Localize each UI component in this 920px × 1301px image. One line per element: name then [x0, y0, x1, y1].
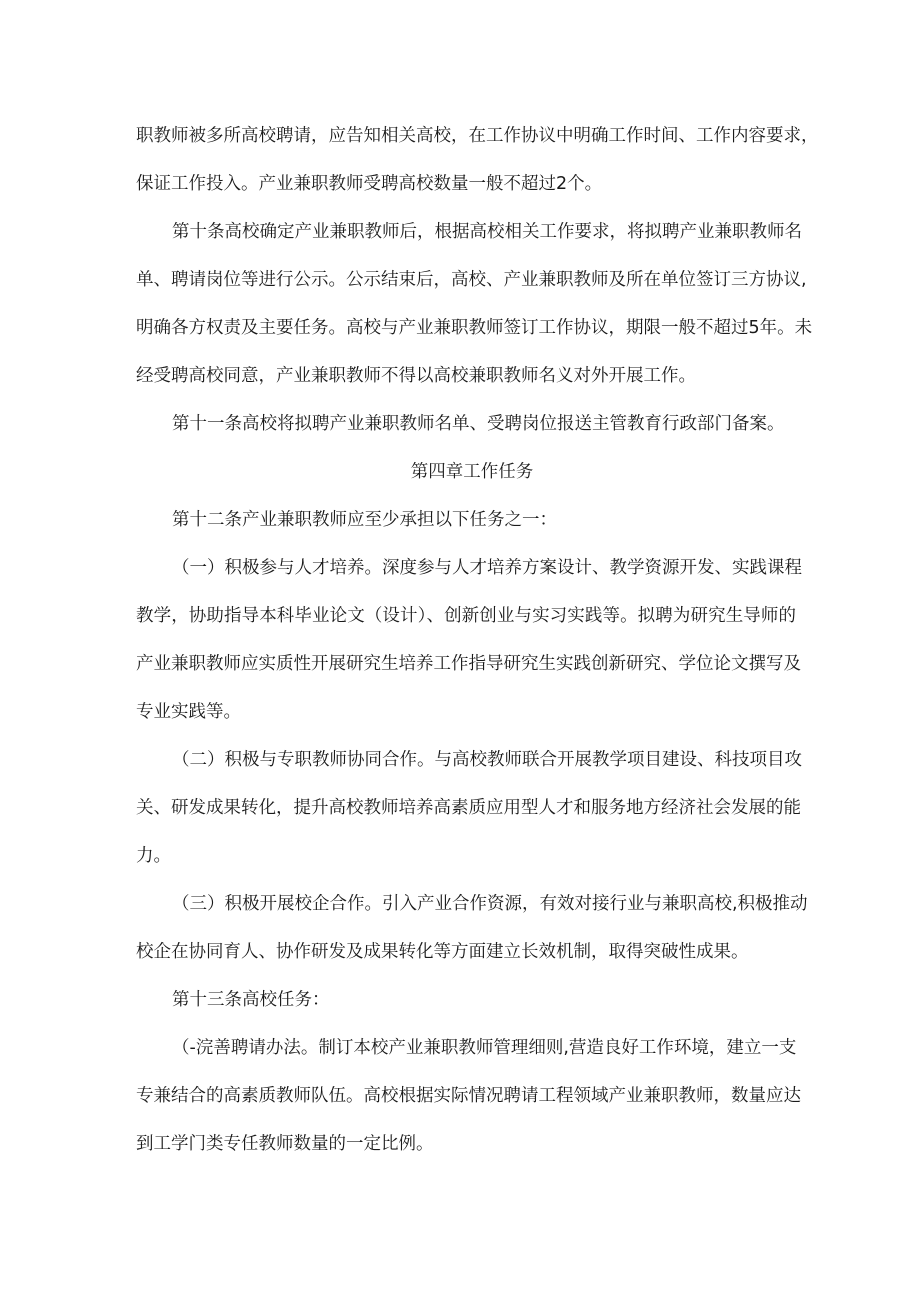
- chapter-heading: 第四章工作任务: [410, 462, 534, 482]
- paragraph-line: （二）积极与专职教师协同合作。与高校教师联合开展教学项目建设、科技项目攻: [172, 750, 802, 770]
- paragraph-line: 教学，协助指导本科毕业论文（设计）、创新创业与实习实践等。拟聘为研究生导师的: [136, 606, 796, 626]
- paragraph-line: （三）积极开展校企合作。引入产业合作资源，有效对接行业与兼职高校,积极推动: [172, 894, 808, 914]
- paragraph-line: 力。: [136, 846, 171, 866]
- paragraph-line: 第十一条高校将拟聘产业兼职教师名单、受聘岗位报送主管教育行政部门备案。: [172, 414, 785, 434]
- paragraph-line: 到工学门类专任教师数量的一定比例。: [136, 1134, 434, 1154]
- paragraph-line: 专兼结合的高素质教师队伍。高校根据实际情况聘请工程领域产业兼职教师，数量应达: [136, 1086, 801, 1106]
- paragraph-line: 关、研发成果转化，提升高校教师培养高素质应用型人才和服务地方经济社会发展的能: [136, 798, 801, 818]
- paragraph-line: 专业实践等。: [136, 702, 241, 722]
- paragraph-line: 第十条高校确定产业兼职教师后，根据高校相关工作要求，将拟聘产业兼职教师名: [172, 222, 802, 242]
- paragraph-line: 保证工作投入。产业兼职教师受聘高校数量一般不超过2个。: [136, 174, 603, 194]
- paragraph-line: （一）积极参与人才培养。深度参与人才培养方案设计、教学资源开发、实践课程: [172, 558, 802, 578]
- paragraph-line: 经受聘高校同意，产业兼职教师不得以高校兼职教师名义对外开展工作。: [136, 366, 696, 386]
- paragraph-line: 职教师被多所高校聘请，应告知相关高校，在工作协议中明确工作时间、工作内容要求，: [136, 126, 819, 146]
- paragraph-line: 第十三条高校任务：: [172, 990, 330, 1010]
- paragraph-line: 明确各方权责及主要任务。高校与产业兼职教师签订工作协议，期限一般不超过5年。未: [136, 318, 813, 338]
- paragraph-line: （-浣善聘请办法。制订本校产业兼职教师管理细则,营造良好工作环境，建立一支: [172, 1038, 797, 1058]
- paragraph-line: 单、聘请岗位等进行公示。公示结束后，高校、产业兼职教师及所在单位签订三方协议,: [136, 270, 807, 290]
- paragraph-line: 产业兼职教师应实质性开展研究生培养工作指导研究生实践创新研究、学位论文撰写及: [136, 654, 801, 674]
- paragraph-line: 校企在协同育人、协作研发及成果转化等方面建立长效机制，取得突破性成果。: [136, 942, 749, 962]
- paragraph-line: 第十二条产业兼职教师应至少承担以下任务之一：: [172, 510, 557, 530]
